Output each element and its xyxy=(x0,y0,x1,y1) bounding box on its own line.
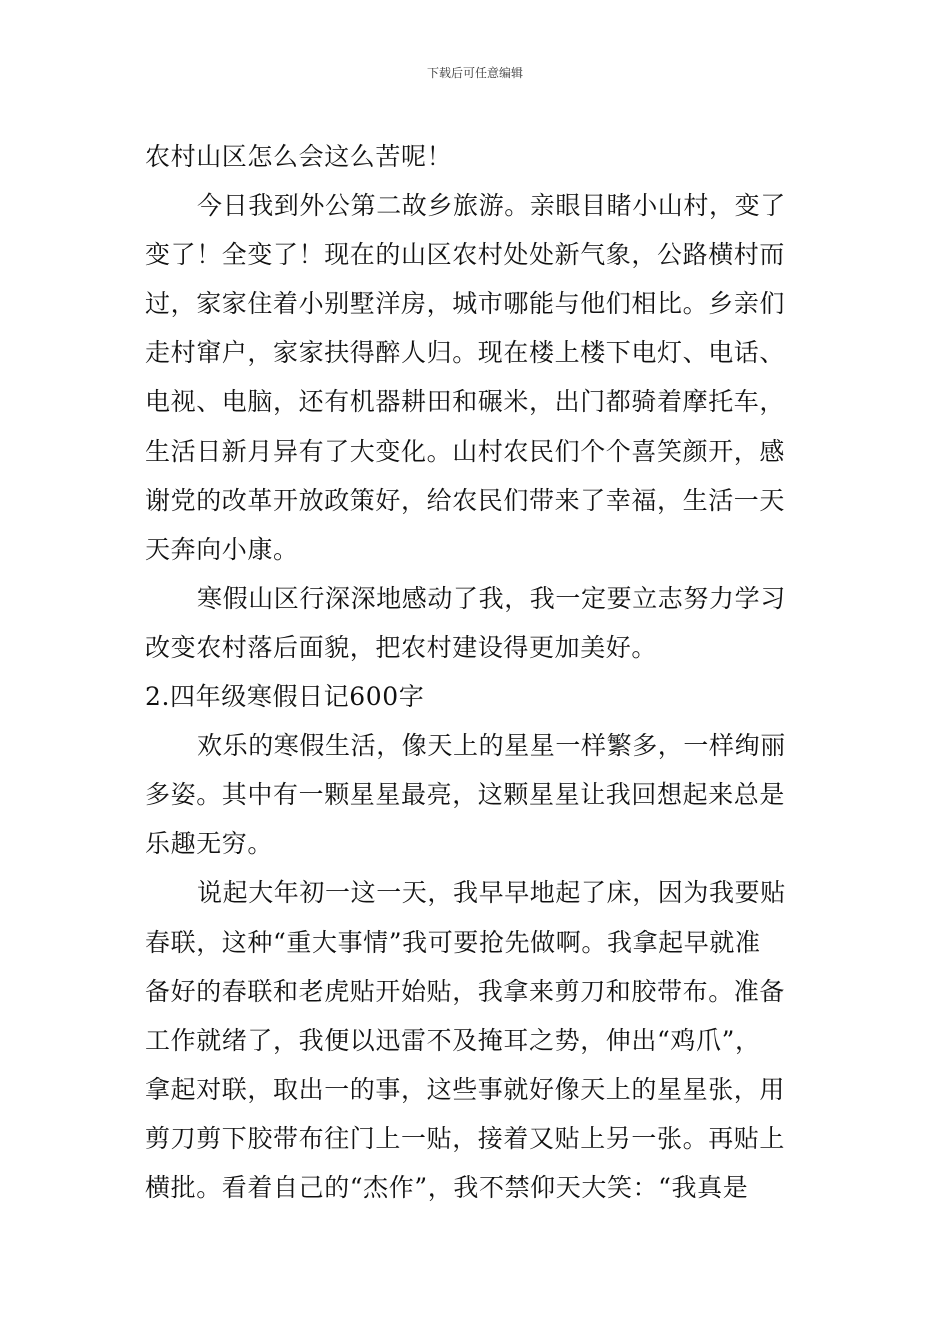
text-line: 乐趣无穷。 xyxy=(145,829,274,859)
paragraph-start-line: 今日我到外公第二故乡旅游。亲眼目睹小山村，变了 xyxy=(197,191,786,221)
paragraph-start-line: 欢乐的寒假生活，像天上的星星一样繁多，一样绚丽 xyxy=(197,731,786,761)
text-line: 拿起对联，取出一的事，这些事就好像天上的星星张，用 xyxy=(145,1074,786,1104)
text-line: 谢党的改革开放政策好，给农民们带来了幸福，生活一天 xyxy=(145,485,786,515)
text-line: 天奔向小康。 xyxy=(145,534,299,564)
text-line: 变了！全变了！现在的山区农村处处新气象，公路横村而 xyxy=(145,240,786,270)
text-line: 备好的春联和老虎贴开始贴，我拿来剪刀和胶带布。准备 xyxy=(145,976,786,1006)
page-header: 下载后可任意编辑 xyxy=(426,66,523,80)
text-line: 剪刀剪下胶带布往门上一贴，接着又贴上另一张。再贴上 xyxy=(145,1123,786,1153)
text-line: 走村窜户，家家扶得醉人归。现在楼上楼下电灯、电话、 xyxy=(145,338,786,368)
document-body xyxy=(145,132,810,1212)
text-line: 改变农村落后面貌，把农村建设得更加美好。 xyxy=(145,632,658,662)
text-line: 电视、电脑，还有机器耕田和碾米，出门都骑着摩托车， xyxy=(145,387,786,417)
text-line: 过，家家住着小别墅洋房，城市哪能与他们相比。乡亲们 xyxy=(145,289,786,319)
text-line: 横批。看着自己的“杰作”，我不禁仰天大笑：“我真是 xyxy=(145,1172,749,1202)
text-line: 工作就绪了，我便以迅雷不及掩耳之势，伸出“鸡爪”， xyxy=(145,1025,761,1055)
paragraph-start-line: 说起大年初一这一天，我早早地起了床，因为我要贴 xyxy=(197,878,786,908)
paragraph-start-line: 寒假山区行深深地感动了我，我一定要立志努力学习 xyxy=(197,583,786,613)
text-line: 多姿。其中有一颗星星最亮，这颗星星让我回想起来总是 xyxy=(145,780,786,810)
text-line: 农村山区怎么会这么苦呢！ xyxy=(145,142,453,171)
text-line: 生活日新月异有了大变化。山村农民们个个喜笑颜开，感 xyxy=(145,436,786,466)
section-heading: 2.四年级寒假日记600字 xyxy=(145,682,425,712)
text-line: 春联，这种“重大事情”我可要抢先做啊。我拿起早就准 xyxy=(145,927,761,957)
